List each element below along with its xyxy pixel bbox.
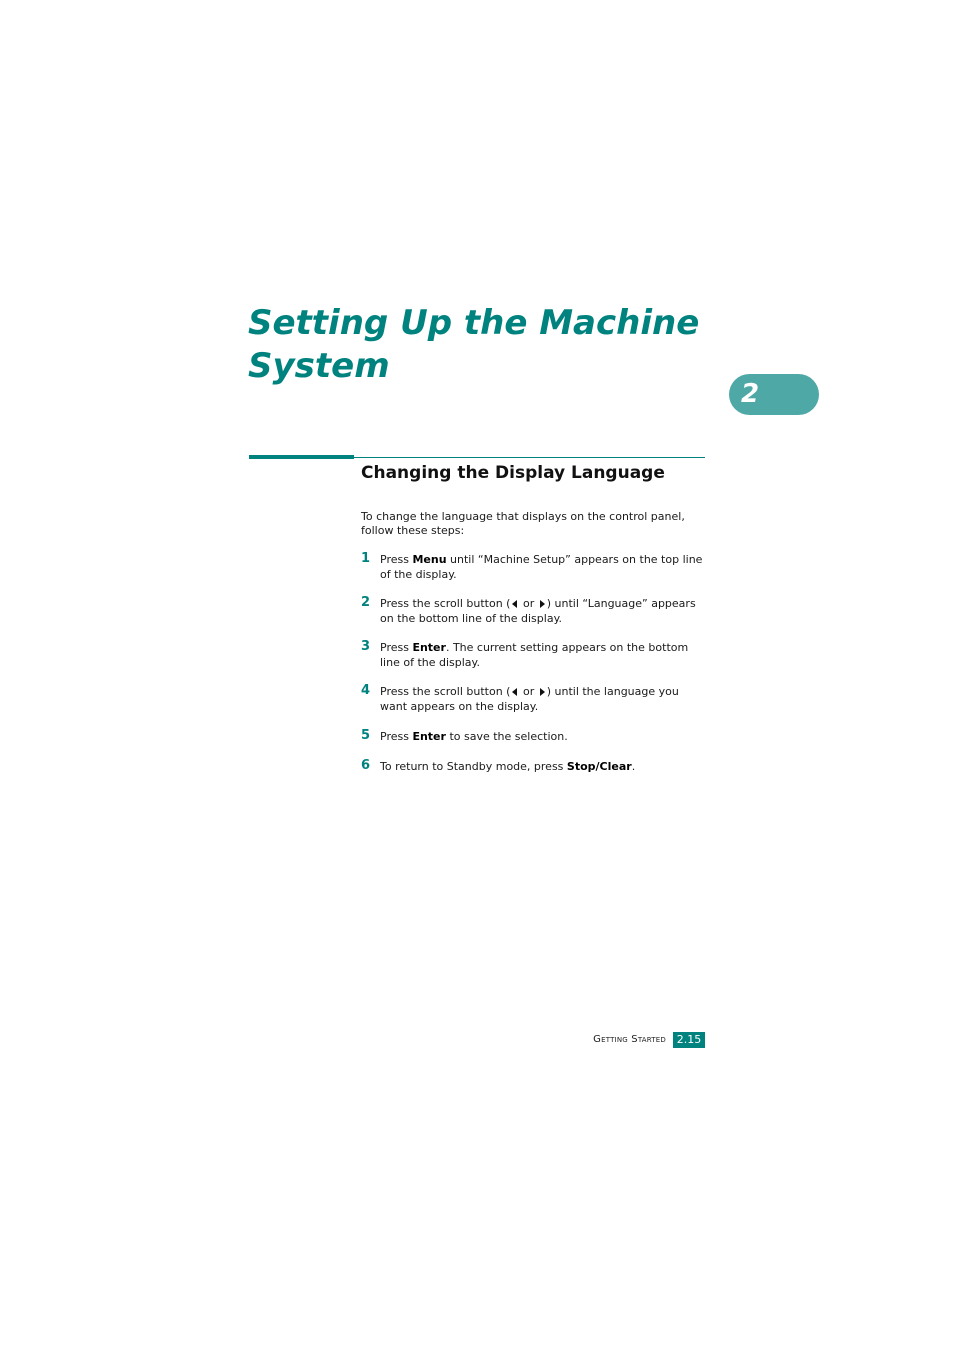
step-text: Press Enter. The current setting appears on the bottom line of the display. <box>380 641 689 669</box>
step-text: Press the scroll button ( or ) until “Language” appears on the bottom line of the display. <box>380 597 696 625</box>
step-2 <box>361 597 706 626</box>
scroll-left-arrow-icon <box>512 688 517 696</box>
section-rule <box>354 457 705 458</box>
step-1 <box>361 553 706 582</box>
section-intro: To change the language that displays on the control panel, follow these steps: <box>361 510 685 537</box>
section-title: Changing the Display Language <box>361 463 665 483</box>
footer-section-label: Getting Started <box>593 1034 666 1045</box>
step-number: 3 <box>361 639 371 654</box>
enter-key: Enter <box>412 730 446 743</box>
stop-clear-key: Stop/Clear <box>566 760 632 773</box>
chapter-number: 2 <box>741 379 760 409</box>
step-number: 6 <box>361 758 371 773</box>
chapter-number-tab <box>729 374 819 415</box>
step-number: 5 <box>361 728 371 743</box>
step-text: Press the scroll button ( or ) until the language you want appears on the display. <box>380 685 679 713</box>
step-number: 1 <box>361 551 371 566</box>
scroll-left-arrow-icon <box>512 600 517 608</box>
menu-key: Menu <box>412 553 447 566</box>
step-text: To return to Standby mode, press Stop/Clear. <box>380 760 636 773</box>
step-text: Press Menu until “Machine Setup” appears on the top line of the display. <box>380 553 703 581</box>
section-rule-accent <box>249 455 354 459</box>
step-3 <box>361 641 706 670</box>
step-number: 2 <box>361 595 371 610</box>
step-number: 4 <box>361 683 371 698</box>
scroll-right-arrow-icon <box>540 600 545 608</box>
chapter-title: Setting Up the Machine System <box>248 303 700 386</box>
step-4 <box>361 685 706 714</box>
step-5 <box>361 730 706 745</box>
enter-key: Enter <box>412 641 446 654</box>
page-number: 2.15 <box>673 1032 705 1048</box>
step-6 <box>361 760 706 775</box>
scroll-right-arrow-icon <box>540 688 545 696</box>
step-text: Press Enter to save the selection. <box>380 730 568 743</box>
